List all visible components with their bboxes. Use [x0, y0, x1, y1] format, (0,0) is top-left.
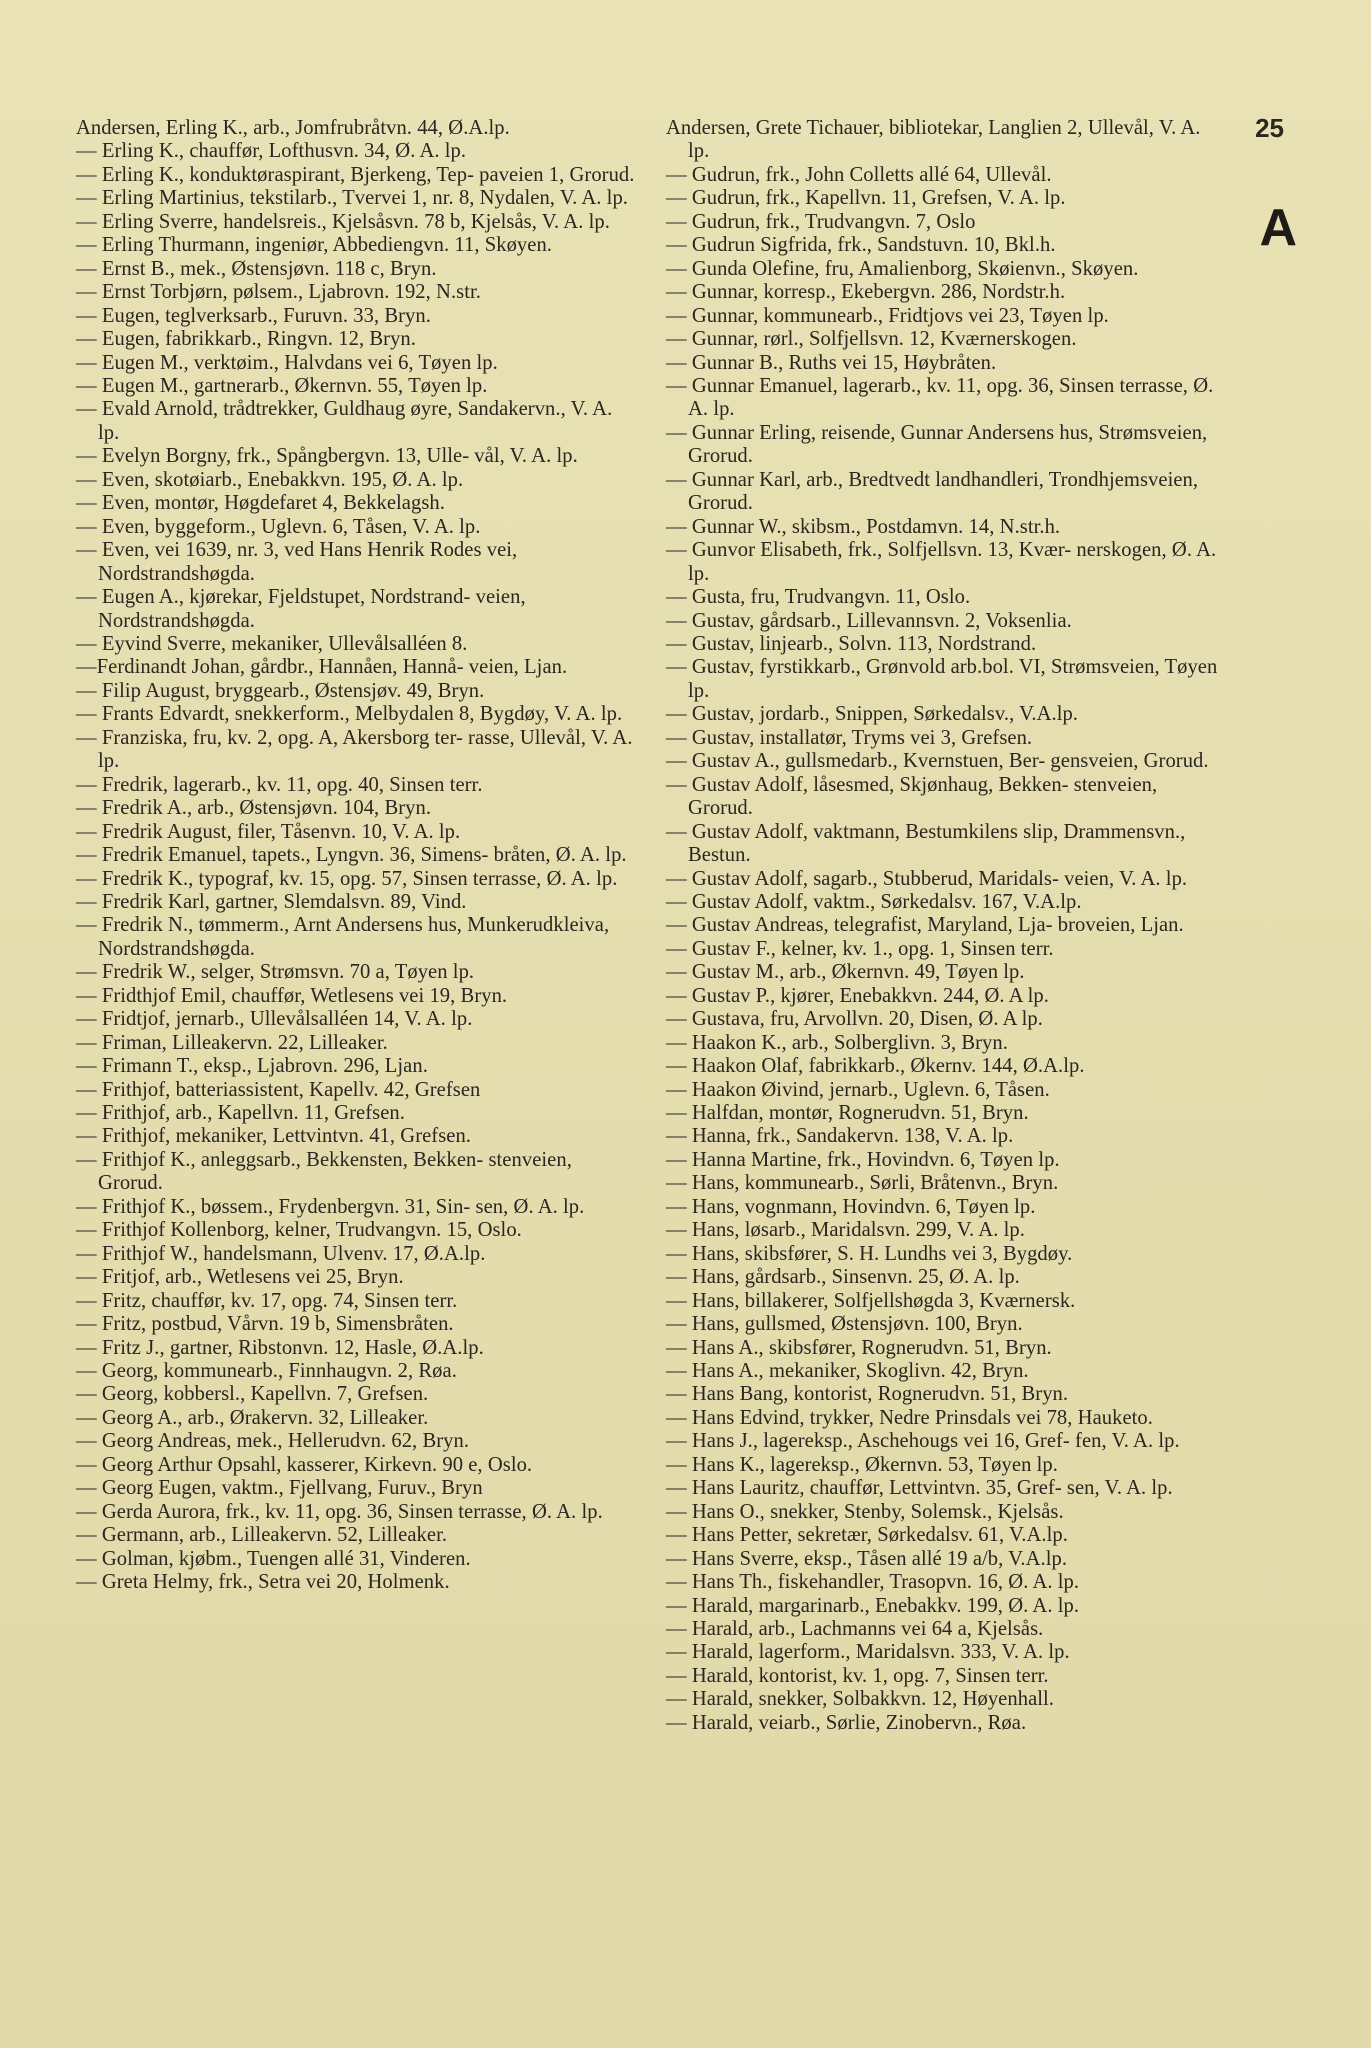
directory-entry: — Hans Th., fiskehandler, Trasopvn. 16, Ø. A. lp.: [666, 1571, 1080, 1594]
directory-entry: — Hans Sverre, eksp., Tåsen allé 19 a/b, V.A.lp.: [666, 1547, 1068, 1570]
directory-entry: — Frithjof Kollenborg, kelner, Trudvangvn. 15, Oslo.: [76, 1219, 522, 1242]
directory-entry: — Harald, veiarb., Sørlie, Zinobervn., Røa.: [666, 1711, 1027, 1734]
directory-entry: — Eyvind Sverre, mekaniker, Ullevålsalléen 8.: [76, 632, 468, 655]
directory-entry: — Eugen A., kjørekar, Fjeldstupet, Nordstrand- veien, Nordstrandshøgda.: [76, 586, 526, 632]
directory-entry: — Gustav M., arb., Økernvn. 49, Tøyen lp.: [666, 961, 1025, 984]
directory-entry: — Frimann T., eksp., Ljabrovn. 296, Ljan.: [76, 1055, 428, 1078]
directory-entry: — Hans Petter, sekretær, Sørkedalsv. 61, V.A.lp.: [666, 1524, 1068, 1547]
directory-entry: — Fritjof, arb., Wetlesens vei 25, Bryn.: [76, 1266, 404, 1289]
directory-entry: — Ernst B., mek., Østensjøvn. 118 c, Bryn.: [76, 257, 437, 280]
directory-entry: — Evald Arnold, trådtrekker, Guldhaug øyre, Sandakervn., V. A. lp.: [76, 398, 613, 444]
directory-entry: — Even, vei 1639, nr. 3, ved Hans Henrik Rodes vei, Nordstrandshøgda.: [76, 539, 518, 585]
directory-entry: — Fritz, postbud, Vårvn. 19 b, Simensbråten.: [76, 1313, 454, 1336]
directory-entry: — Gudrun, frk., Trudvangvn. 7, Oslo: [666, 210, 976, 233]
directory-entry: — Gunnar Emanuel, lagerarb., kv. 11, opg. 36, Sinsen terrasse, Ø. A. lp.: [666, 374, 1214, 421]
directory-entry: — Fredrik A., arb., Østensjøvn. 104, Bryn.: [76, 797, 432, 820]
directory-entry: — Hans A., mekaniker, Skoglivn. 42, Bryn.: [666, 1360, 1029, 1383]
directory-entry: — Georg Eugen, vaktm., Fjellvang, Furuv., Bryn: [76, 1477, 483, 1500]
directory-entry: — Erling Martinius, tekstilarb., Tvervei 1, nr. 8, Nydalen, V. A. lp.: [76, 187, 628, 210]
directory-entry: — Gerda Aurora, frk., kv. 11, opg. 36, Sinsen terrasse, Ø. A. lp.: [76, 1500, 603, 1523]
directory-entry: — Hans, løsarb., Maridalsvn. 299, V. A. lp.: [666, 1219, 1025, 1242]
directory-entry: — Georg A., arb., Ørakervn. 32, Lilleaker.: [76, 1406, 429, 1429]
directory-entry: — Harald, lagerform., Maridalsvn. 333, V. A. lp.: [666, 1641, 1070, 1664]
directory-entry: — Erling Thurmann, ingeniør, Abbediengvn. 11, Skøyen.: [76, 234, 552, 257]
directory-entry: — Gustav, linjearb., Solvn. 113, Nordstrand.: [666, 632, 1037, 655]
directory-entry: — Hans, gårdsarb., Sinsenvn. 25, Ø. A. lp.: [666, 1266, 1020, 1289]
directory-entry: — Germann, arb., Lilleakervn. 52, Lilleaker.: [76, 1524, 448, 1547]
directory-entry: — Hans, billakerer, Solfjellshøgda 3, Kværnersk.: [666, 1289, 1076, 1312]
directory-entry: — Hans Lauritz, chauffør, Lettvintvn. 35, Gref- sen, V. A. lp.: [666, 1477, 1173, 1500]
directory-entry: — Gunda Olefine, fru, Amalienborg, Skøienvn., Skøyen.: [666, 257, 1139, 280]
directory-entry: — Golman, kjøbm., Tuengen allé 31, Vinderen.: [76, 1547, 471, 1570]
directory-entry: — Georg Arthur Opsahl, kasserer, Kirkevn. 90 e, Oslo.: [76, 1453, 533, 1476]
directory-entry: Andersen, Erling K., arb., Jomfrubråtvn. 44, Ø.A.lp.: [76, 117, 510, 139]
directory-entry: — Gunnar W., skibsm., Postdamvn. 14, N.str.h.: [666, 515, 1061, 538]
directory-entry: — Eugen M., gartnerarb., Økernvn. 55, Tøyen lp.: [76, 374, 488, 397]
directory-entry: — Fredrik N., tømmerm., Arnt Andersens hus, Munkerudkleiva, Nordstrandshøgda.: [76, 914, 610, 960]
directory-entry: — Eugen, teglverksarb., Furuvn. 33, Bryn.: [76, 304, 431, 327]
directory-entry: — Gunnar, korresp., Ekebergvn. 286, Nordstr.h.: [666, 281, 1066, 304]
directory-entry: — Gusta, fru, Trudvangvn. 11, Oslo.: [666, 586, 971, 609]
directory-entry: — Halfdan, montør, Rognerudvn. 51, Bryn.: [666, 1102, 1029, 1125]
directory-entry: —Ferdinandt Johan, gårdbr., Hannåen, Hannå- veien, Ljan.: [76, 656, 568, 679]
directory-entry: — Frithjof K., bøssem., Frydenbergvn. 31, Sin- sen, Ø. A. lp.: [76, 1195, 585, 1218]
directory-entry: — Georg, kobbersl., Kapellvn. 7, Grefsen.: [76, 1383, 429, 1406]
directory-entry: — Hans A., skibsfører, Rognerudvn. 51, Bryn.: [666, 1336, 1052, 1359]
directory-entry: — Erling Sverre, handelsreis., Kjelsåsvn. 78 b, Kjelsås, V. A. lp.: [76, 210, 610, 233]
directory-entry: — Eugen, fabrikkarb., Ringvn. 12, Bryn.: [76, 328, 416, 351]
directory-entry: — Gustav Andreas, telegrafist, Maryland, Lja- broveien, Ljan.: [666, 914, 1184, 937]
left-column: [76, 117, 636, 1595]
directory-entry: — Gustav, jordarb., Snippen, Sørkedalsv., V.A.lp.: [666, 703, 1079, 726]
directory-entry: — Frithjof W., handelsmann, Ulvenv. 17, Ø.A.lp.: [76, 1242, 486, 1265]
directory-entry: — Fridthjof Emil, chauffør, Wetlesens vei 19, Bryn.: [76, 984, 508, 1007]
directory-entry: — Gunnar, kommunearb., Fridtjovs vei 23, Tøyen lp.: [666, 304, 1109, 327]
directory-entry: — Hans, gullsmed, Østensjøvn. 100, Bryn.: [666, 1313, 1023, 1336]
directory-entry: — Erling K., konduktøraspirant, Bjerkeng, Tep- paveien 1, Grorud.: [76, 163, 635, 186]
directory-entry: — Ernst Torbjørn, pølsem., Ljabrovn. 192, N.str.: [76, 281, 481, 304]
directory-entry: — Even, skotøiarb., Enebakkvn. 195, Ø. A. lp.: [76, 468, 464, 491]
directory-entry: — Frants Edvardt, snekkerform., Melbydalen 8, Bygdøy, V. A. lp.: [76, 703, 623, 726]
directory-entry: — Hans, skibsfører, S. H. Lundhs vei 3, Bygdøy.: [666, 1242, 1073, 1265]
directory-entry: — Harald, arb., Lachmanns vei 64 a, Kjelsås.: [666, 1618, 1044, 1640]
directory-entry: — Hanna, frk., Sandakervn. 138, V. A. lp.: [666, 1125, 1014, 1148]
directory-entry: — Gudrun, frk., John Colletts allé 64, Ullevål.: [666, 163, 1052, 186]
directory-entry: — Eugen M., verktøim., Halvdans vei 6, Tøyen lp.: [76, 351, 498, 374]
directory-entry: — Even, montør, Høgdefaret 4, Bekkelagsh.: [76, 492, 445, 515]
directory-entry: — Gustav Adolf, vaktm., Sørkedalsv. 167, V.A.lp.: [666, 890, 1082, 913]
directory-entry: — Hanna Martine, frk., Hovindvn. 6, Tøyen lp.: [666, 1148, 1060, 1171]
directory-entry: — Gustav Adolf, sagarb., Stubberud, Maridals- veien, V. A. lp.: [666, 867, 1188, 890]
directory-entry: — Hans Edvind, trykker, Nedre Prinsdals vei 78, Hauketo.: [666, 1406, 1153, 1429]
directory-entry: — Gunnar, rørl., Solfjellsvn. 12, Kværnerskogen.: [666, 328, 1077, 351]
directory-entry: — Frithjof, batteriassistent, Kapellv. 42, Grefsen: [76, 1078, 481, 1101]
directory-entry: — Even, byggeform., Uglevn. 6, Tåsen, V. A. lp.: [76, 515, 481, 538]
directory-entry: — Fredrik Karl, gartner, Slemdalsvn. 89, Vind.: [76, 890, 467, 913]
directory-entry: — Gunvor Elisabeth, frk., Solfjellsvn. 13, Kvær- nerskogen, Ø. A. lp.: [666, 539, 1217, 585]
directory-entry: — Gustav Adolf, vaktmann, Bestumkilens slip, Drammensvn., Bestun.: [666, 820, 1186, 867]
directory-entry: — Evelyn Borgny, frk., Spångbergvn. 13, Ulle- vål, V. A. lp.: [76, 445, 578, 468]
directory-entry: — Gustav, installatør, Tryms vei 3, Grefsen.: [666, 726, 1033, 749]
directory-entry: — Gudrun Sigfrida, frk., Sandstuvn. 10, Bkl.h.: [666, 234, 1056, 257]
directory-entry: — Hans, kommunearb., Sørli, Bråtenvn., Bryn.: [666, 1172, 1059, 1195]
directory-entry: — Gustav Adolf, låsesmed, Skjønhaug, Bekken- stenveien, Grorud.: [666, 773, 1158, 820]
directory-entry: — Hans Bang, kontorist, Rognerudvn. 51, Bryn.: [666, 1383, 1069, 1406]
section-letter: A: [1259, 199, 1297, 257]
directory-entry: — Fredrik, lagerarb., kv. 11, opg. 40, Sinsen terr.: [76, 773, 483, 796]
directory-entry: — Gudrun, frk., Kapellvn. 11, Grefsen, V. A. lp.: [666, 187, 1066, 210]
directory-entry: — Gustav, fyrstikkarb., Grønvold arb.bol. VI, Strømsveien, Tøyen lp.: [666, 656, 1218, 702]
directory-entry: — Fredrik August, filer, Tåsenvn. 10, V. A. lp.: [76, 820, 461, 843]
directory-entry: — Harald, kontorist, kv. 1, opg. 7, Sinsen terr.: [666, 1664, 1049, 1687]
directory-entry: — Harald, snekker, Solbakkvn. 12, Høyenhall.: [666, 1688, 1055, 1711]
directory-entry: — Friman, Lilleakervn. 22, Lilleaker.: [76, 1031, 388, 1054]
directory-entry: — Fritz J., gartner, Ribstonvn. 12, Hasle, Ø.A.lp.: [76, 1336, 484, 1359]
directory-entry: — Hans K., lagereksp., Økernvn. 53, Tøyen lp.: [666, 1453, 1058, 1476]
directory-entry: — Gustav F., kelner, kv. 1., opg. 1, Sinsen terr.: [666, 937, 1054, 960]
directory-entry: — Frithjof, arb., Kapellvn. 11, Grefsen.: [76, 1102, 405, 1125]
directory-entry: — Gunnar Karl, arb., Bredtvedt landhandleri, Trondhjemsveien, Grorud.: [666, 468, 1199, 515]
directory-entry: — Frithjof, mekaniker, Lettvintvn. 41, Grefsen.: [76, 1125, 472, 1148]
directory-entry: — Gustava, fru, Arvollvn. 20, Disen, Ø. A lp.: [666, 1008, 1043, 1031]
directory-entry: — Fredrik K., typograf, kv. 15, opg. 57, Sinsen terrasse, Ø. A. lp.: [76, 867, 618, 890]
page-number: 25: [1255, 113, 1284, 143]
directory-entry: — Haakon Olaf, fabrikkarb., Økernv. 144, Ø.A.lp.: [666, 1055, 1085, 1078]
directory-entry: — Filip August, bryggearb., Østensjøv. 49, Bryn.: [76, 679, 485, 702]
directory-entry: — Fritz, chauffør, kv. 17, opg. 74, Sinsen terr.: [76, 1289, 458, 1312]
directory-entry: — Haakon K., arb., Solberglivn. 3, Bryn.: [666, 1031, 1008, 1054]
directory-entry: — Fredrik Emanuel, tapets., Lyngvn. 36, Simens- bråten, Ø. A. lp.: [76, 844, 627, 867]
directory-entry: Andersen, Grete Tichauer, bibliotekar, Langlien 2, Ullevål, V. A. lp.: [666, 117, 1201, 163]
directory-entry: — Hans O., snekker, Stenby, Solemsk., Kjelsås.: [666, 1500, 1064, 1523]
right-column: [666, 117, 1226, 1735]
directory-entry: — Fredrik W., selger, Strømsvn. 70 a, Tøyen lp.: [76, 961, 475, 984]
directory-entry: — Georg, kommunearb., Finnhaugvn. 2, Røa.: [76, 1360, 457, 1383]
directory-entry: — Gustav A., gullsmedarb., Kvernstuen, Ber- gensveien, Grorud.: [666, 750, 1209, 773]
directory-entry: — Frithjof K., anleggsarb., Bekkensten, Bekken- stenveien, Grorud.: [76, 1148, 572, 1195]
directory-entry: — Hans J., lagereksp., Aschehougs vei 16, Gref- fen, V. A. lp.: [666, 1430, 1180, 1453]
directory-entry: — Greta Helmy, frk., Setra vei 20, Holmenk.: [76, 1571, 450, 1594]
directory-entry: — Harald, margarinarb., Enebakkv. 199, Ø. A. lp.: [666, 1594, 1080, 1617]
directory-entry: — Gunnar Erling, reisende, Gunnar Andersens hus, Strømsveien, Grorud.: [666, 421, 1208, 468]
directory-entry: — Gunnar B., Ruths vei 15, Høybråten.: [666, 351, 997, 374]
directory-entry: — Haakon Øivind, jernarb., Uglevn. 6, Tåsen.: [666, 1078, 1050, 1101]
directory-entry: — Franziska, fru, kv. 2, opg. A, Akersborg ter- rasse, Ullevål, V. A. lp.: [76, 726, 633, 773]
directory-entry: — Erling K., chauffør, Lofthusvn. 34, Ø. A. lp.: [76, 140, 467, 163]
directory-entry: — Gustav P., kjører, Enebakkvn. 244, Ø. A lp.: [666, 984, 1049, 1007]
directory-entry: — Gustav, gårdsarb., Lillevannsvn. 2, Voksenlia.: [666, 609, 1072, 632]
directory-entry: — Georg Andreas, mek., Hellerudvn. 62, Bryn.: [76, 1430, 470, 1453]
directory-entry: — Fridtjof, jernarb., Ullevålsalléen 14, V. A. lp.: [76, 1008, 473, 1031]
directory-entry: — Hans, vognmann, Hovindvn. 6, Tøyen lp.: [666, 1195, 1036, 1218]
